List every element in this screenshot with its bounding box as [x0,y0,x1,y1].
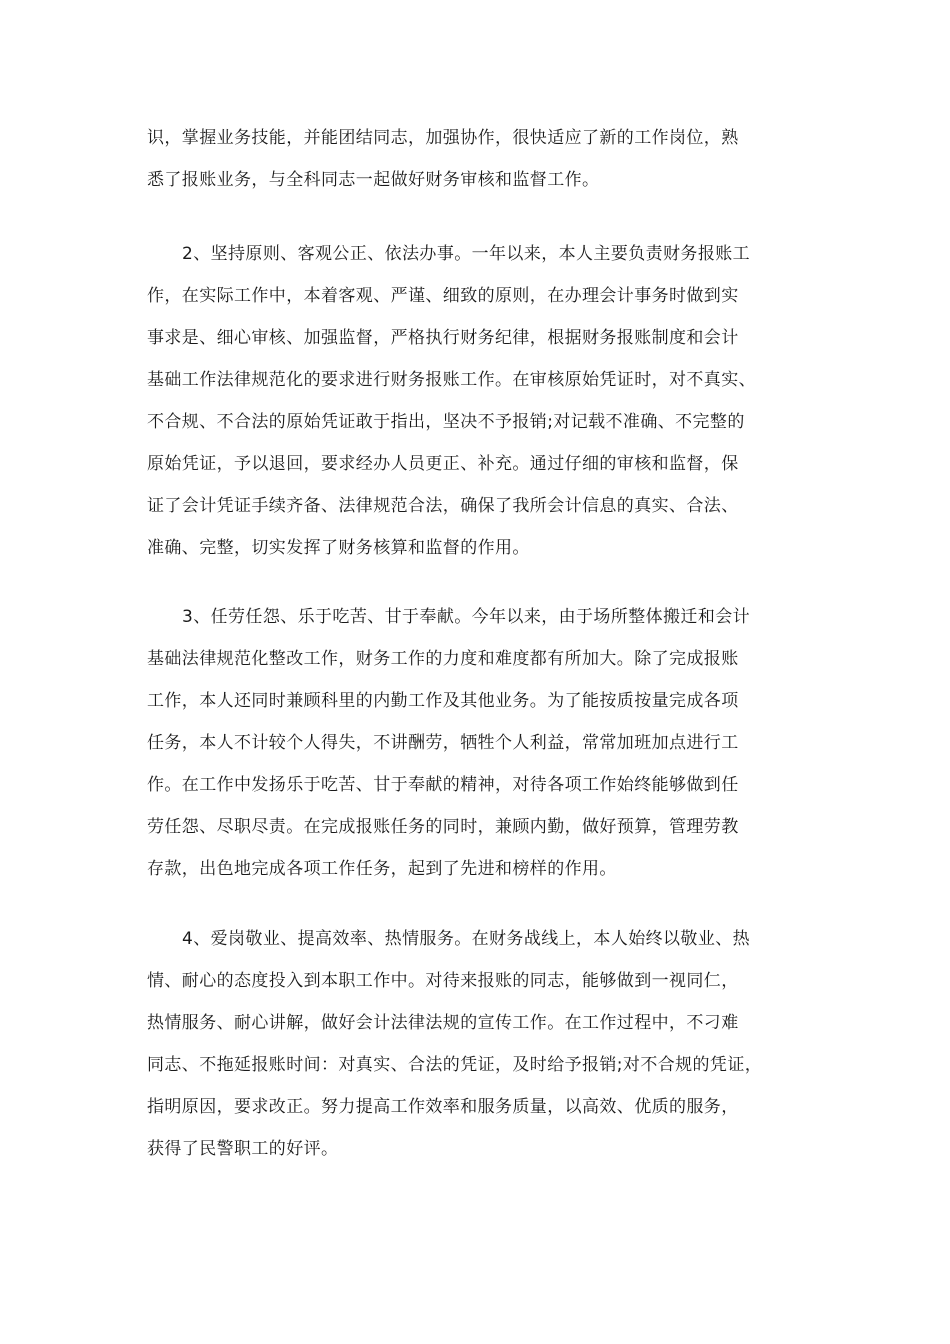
text-line: 准确、完整，切实发挥了财务核算和监督的作用。 [147,538,530,558]
text-line: 4、爱岗敬业、提高效率、热情服务。在财务战线上，本人始终以敬业、热 [182,929,751,949]
text-line: 工作，本人还同时兼顾科里的内勤工作及其他业务。为了能按质按量完成各项 [147,691,739,711]
text-line: 热情服务、耐心讲解，做好会计法律法规的宣传工作。在工作过程中，不刁难 [147,1013,739,1033]
text-line: 悉了报账业务，与全科同志一起做好财务审核和监督工作。 [147,170,600,190]
text-line: 3、任劳任怨、乐于吃苦、甘于奉献。今年以来，由于场所整体搬迁和会计 [182,607,751,627]
text-line: 识，掌握业务技能，并能团结同志，加强协作，很快适应了新的工作岗位，熟 [147,128,739,148]
text-line: 证了会计凭证手续齐备、法律规范合法，确保了我所会计信息的真实、合法、 [147,496,739,516]
text-line: 劳任怨、尽职尽责。在完成报账任务的同时，兼顾内勤，做好预算，管理劳教 [147,817,739,837]
text-line: 基础法律规范化整改工作，财务工作的力度和难度都有所加大。除了完成报账 [147,649,739,669]
text-line: 事求是、细心审核、加强监督，严格执行财务纪律，根据财务报账制度和会计 [147,328,739,348]
text-line: 同志、不拖延报账时间：对真实、合法的凭证，及时给予报销;对不合规的凭证， [147,1055,763,1075]
text-line: 指明原因，要求改正。努力提高工作效率和服务质量，以高效、优质的服务， [147,1097,739,1117]
text-line: 情、耐心的态度投入到本职工作中。对待来报账的同志，能够做到一视同仁， [147,971,739,991]
text-line: 不合规、不合法的原始凭证敢于指出，坚决不予报销;对记载不准确、不完整的 [147,412,745,432]
text-line: 任务，本人不计较个人得失，不讲酬劳，牺牲个人利益，常常加班加点进行工 [147,733,739,753]
text-line: 获得了民警职工的好评。 [147,1139,339,1159]
text-line: 作。在工作中发扬乐于吃苦、甘于奉献的精神，对待各项工作始终能够做到任 [147,775,739,795]
text-line: 2、坚持原则、客观公正、依法办事。一年以来，本人主要负责财务报账工 [182,244,751,264]
text-line: 基础工作法律规范化的要求进行财务报账工作。在审核原始凭证时，对不真实、 [147,370,756,390]
text-line: 作，在实际工作中，本着客观、严谨、细致的原则，在办理会计事务时做到实 [147,286,739,306]
text-line: 原始凭证，予以退回，要求经办人员更正、补充。通过仔细的审核和监督，保 [147,454,739,474]
text-line: 存款，出色地完成各项工作任务，起到了先进和榜样的作用。 [147,859,617,879]
